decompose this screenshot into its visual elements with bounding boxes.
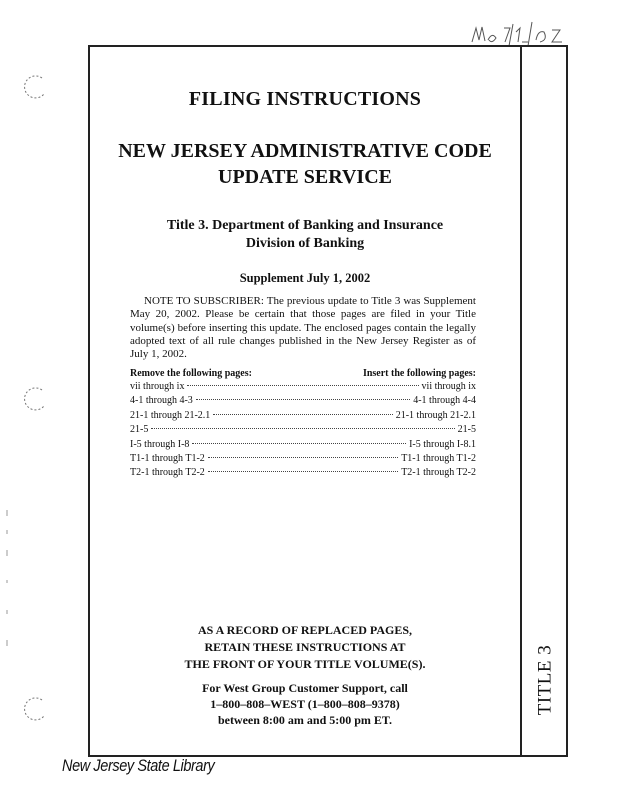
insert-pages: 21-1 through 21-2.1 — [395, 409, 476, 421]
code-title — [90, 138, 520, 190]
table-row — [130, 381, 476, 395]
side-tab — [530, 640, 560, 720]
record-line-1: AS A RECORD OF REPLACED PAGES, — [197, 623, 413, 637]
dot-leader — [208, 457, 398, 458]
insert-pages: T1-1 through T1-2 — [401, 452, 476, 464]
table-row — [130, 439, 476, 453]
remove-pages: 21-1 through 21-2.1 — [130, 409, 211, 421]
support-phone: 1–800–808–WEST (1–800–808–9378) — [210, 697, 400, 711]
code-title-line-2: UPDATE SERVICE — [218, 166, 392, 188]
table-row — [130, 467, 476, 481]
tab-divider-line — [520, 45, 522, 757]
remove-header: Remove the following pages: — [130, 368, 252, 379]
insert-pages: 4-1 through 4-4 — [413, 395, 476, 407]
insert-pages: I-5 through I-8.1 — [409, 438, 476, 450]
remove-pages: 4-1 through 4-3 — [130, 395, 193, 407]
remove-pages: T1-1 through T1-2 — [130, 452, 205, 464]
punch-hole-bottom — [20, 696, 48, 724]
department-heading — [90, 217, 520, 253]
table-row — [130, 395, 476, 409]
dot-leader — [151, 428, 454, 429]
page-replacement-table — [130, 368, 476, 482]
department-line-2: Division of Banking — [245, 236, 365, 251]
subscriber-note-text: NOTE TO SUBSCRIBER: The previous update to Title 3 was Supplement May 20, 2002. Please be certain that those pages are filed in your Title volume(s) before inserting this update. The enclosed pages contain the legally adopted text of all rule changes published in the New Jersey Register as of July 1, 2002. — [130, 295, 476, 361]
dot-leader — [208, 471, 398, 472]
table-row — [130, 453, 476, 467]
remove-pages: 21-5 — [130, 424, 149, 436]
remove-pages: T2-1 through T2-2 — [130, 467, 205, 479]
dot-leader — [196, 399, 410, 400]
remove-pages: vii through ix — [130, 381, 185, 392]
insert-pages: 21-5 — [457, 424, 476, 436]
punch-hole-middle — [20, 386, 48, 414]
customer-support — [90, 680, 520, 728]
page-heading: FILING INSTRUCTIONS — [188, 88, 422, 110]
record-line-3: THE FRONT OF YOUR TITLE VOLUME(S). — [184, 657, 426, 671]
insert-pages: vii through ix — [421, 381, 476, 392]
table-row — [130, 424, 476, 438]
table-header — [130, 368, 476, 379]
support-hours: between 8:00 am and 5:00 pm ET. — [217, 713, 393, 727]
remove-pages: I-5 through I-8 — [130, 438, 190, 450]
dot-leader — [187, 385, 418, 386]
table-row — [130, 410, 476, 424]
dot-leader — [213, 414, 392, 415]
dot-leader — [192, 443, 406, 444]
supplement-date: Supplement July 1, 2002 — [239, 271, 371, 285]
punch-hole-top — [20, 74, 48, 102]
side-tab-label: TITLE 3 — [534, 644, 556, 716]
handwritten-note — [468, 18, 578, 48]
subscriber-note — [130, 295, 476, 361]
record-instruction — [90, 622, 520, 673]
record-line-2: RETAIN THESE INSTRUCTIONS AT — [204, 640, 406, 654]
edge-scan-marks — [4, 510, 10, 650]
department-line-1: Title 3. Department of Banking and Insurance — [166, 218, 444, 233]
code-title-line-1: NEW JERSEY ADMINISTRATIVE CODE — [118, 140, 492, 162]
insert-header: Insert the following pages: — [362, 368, 476, 379]
support-line-1: For West Group Customer Support, call — [202, 681, 408, 695]
insert-pages: T2-1 through T2-2 — [401, 467, 476, 479]
library-stamp: New Jersey State Library — [62, 757, 215, 776]
